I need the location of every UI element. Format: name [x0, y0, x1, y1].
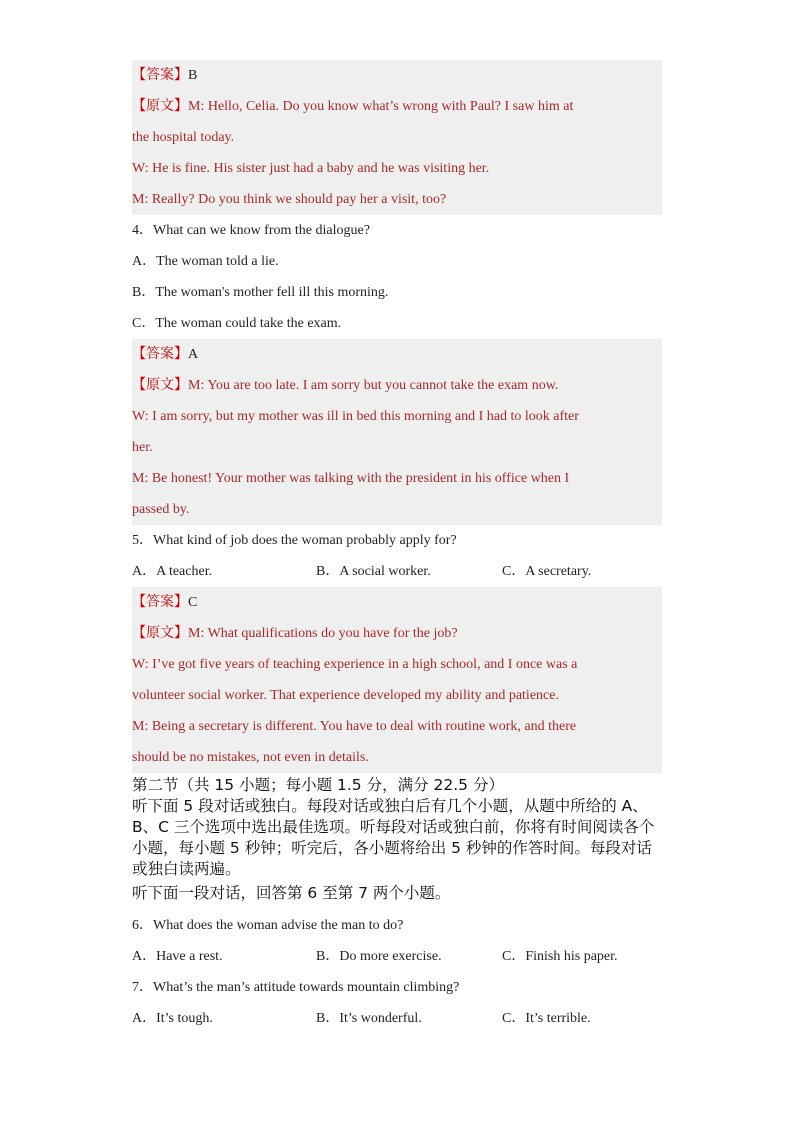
script-text: M: Hello, Celia. Do you know what’s wrong with Paul? I saw him at [188, 99, 574, 114]
q5-script-line-4: M: Being a secretary is different. You have to deal with routine work, and there [132, 719, 577, 734]
q4-question: 4．What can we know from the dialogue? [132, 223, 370, 238]
document-page [132, 60, 662, 1034]
section-sub-instruction: 听下面一段对话，回答第 6 至第 7 两个小题。 [132, 884, 451, 902]
q5-option-b: B．A social worker. [316, 564, 431, 579]
answer-tag: 【答案】 [132, 595, 188, 610]
q5-question: 5．What kind of job does the woman probably apply for? [132, 533, 457, 548]
q6-question: 6．What does the woman advise the man to do? [132, 918, 404, 933]
q4-script-line-3: her. [132, 440, 153, 455]
section-instructions: 听下面 5 段对话或独白。每段对话或独白后有几个小题，从题中所给的 A、B、C 三个选项中选出最佳选项。听每段对话或独白前，你将有时间阅读各个小题，每小题 5 秒钟；听完后，各小题将给出 5 秒钟的作答时间。每段对话或独白读两遍。 [132, 797, 655, 878]
q5-option-a: A．A teacher. [132, 564, 213, 579]
q4-script-line-2: W: I am sorry, but my mother was ill in bed this morning and I had to look after [132, 409, 579, 424]
q5-answer-block [132, 587, 662, 773]
script-tag: 【原文】 [132, 626, 188, 641]
script-tag: 【原文】 [132, 378, 188, 393]
answer-tag: 【答案】 [132, 347, 188, 362]
q4-answer-block [132, 339, 662, 525]
script-text: M: You are too late. I am sorry but you cannot take the exam now. [188, 378, 559, 393]
q7-question: 7．What’s the man’s attitude towards mountain climbing? [132, 980, 460, 995]
q5-script-line-2: W: I’ve got five years of teaching experience in a high school, and I once was a [132, 657, 578, 672]
q4-script-line-1 [132, 370, 662, 401]
q6-option-b: B．Do more exercise. [316, 949, 442, 964]
q5-options [132, 556, 662, 587]
answer-tag: 【答案】 [132, 68, 188, 83]
q3-answer-block [132, 60, 662, 215]
q3-script-line-1 [132, 91, 662, 122]
q7-options [132, 1003, 662, 1034]
script-tag: 【原文】 [132, 99, 188, 114]
q5-answer-line [132, 587, 662, 618]
script-text: M: What qualifications do you have for the job? [188, 626, 458, 641]
q5-script-line-5: should be no mistakes, not even in details. [132, 750, 369, 765]
answer-letter: A [188, 347, 199, 362]
q3-script-line-4: M: Really? Do you think we should pay her a visit, too? [132, 192, 447, 207]
q7-option-c: C．It’s terrible. [502, 1011, 591, 1026]
q6-options [132, 941, 662, 972]
answer-letter: B [188, 68, 198, 83]
q3-script-line-2: the hospital today. [132, 130, 235, 145]
answer-letter: C [188, 595, 198, 610]
q5-script-line-3: volunteer social worker. That experience developed my ability and patience. [132, 688, 559, 703]
q3-answer-line [132, 60, 662, 91]
q6-option-c: C．Finish his paper. [502, 949, 618, 964]
q7-option-b: B．It’s wonderful. [316, 1011, 422, 1026]
q4-option-a: A．The woman told a lie. [132, 254, 279, 269]
q6-option-a: A．Have a rest. [132, 949, 223, 964]
q5-option-c: C．A secretary. [502, 564, 592, 579]
q4-script-line-5: passed by. [132, 502, 190, 517]
q3-script-line-3: W: He is fine. His sister just had a baby and he was visiting her. [132, 161, 490, 176]
q4-option-b: B．The woman's mother fell ill this morning. [132, 285, 389, 300]
q4-option-c: C．The woman could take the exam. [132, 316, 342, 331]
section-heading: 第二节（共 15 小题；每小题 1.5 分，满分 22.5 分） [132, 776, 504, 794]
q5-script-line-1 [132, 618, 662, 649]
q4-answer-line [132, 339, 662, 370]
q7-option-a: A．It’s tough. [132, 1011, 213, 1026]
q4-script-line-4: M: Be honest! Your mother was talking with the president in his office when I [132, 471, 570, 486]
